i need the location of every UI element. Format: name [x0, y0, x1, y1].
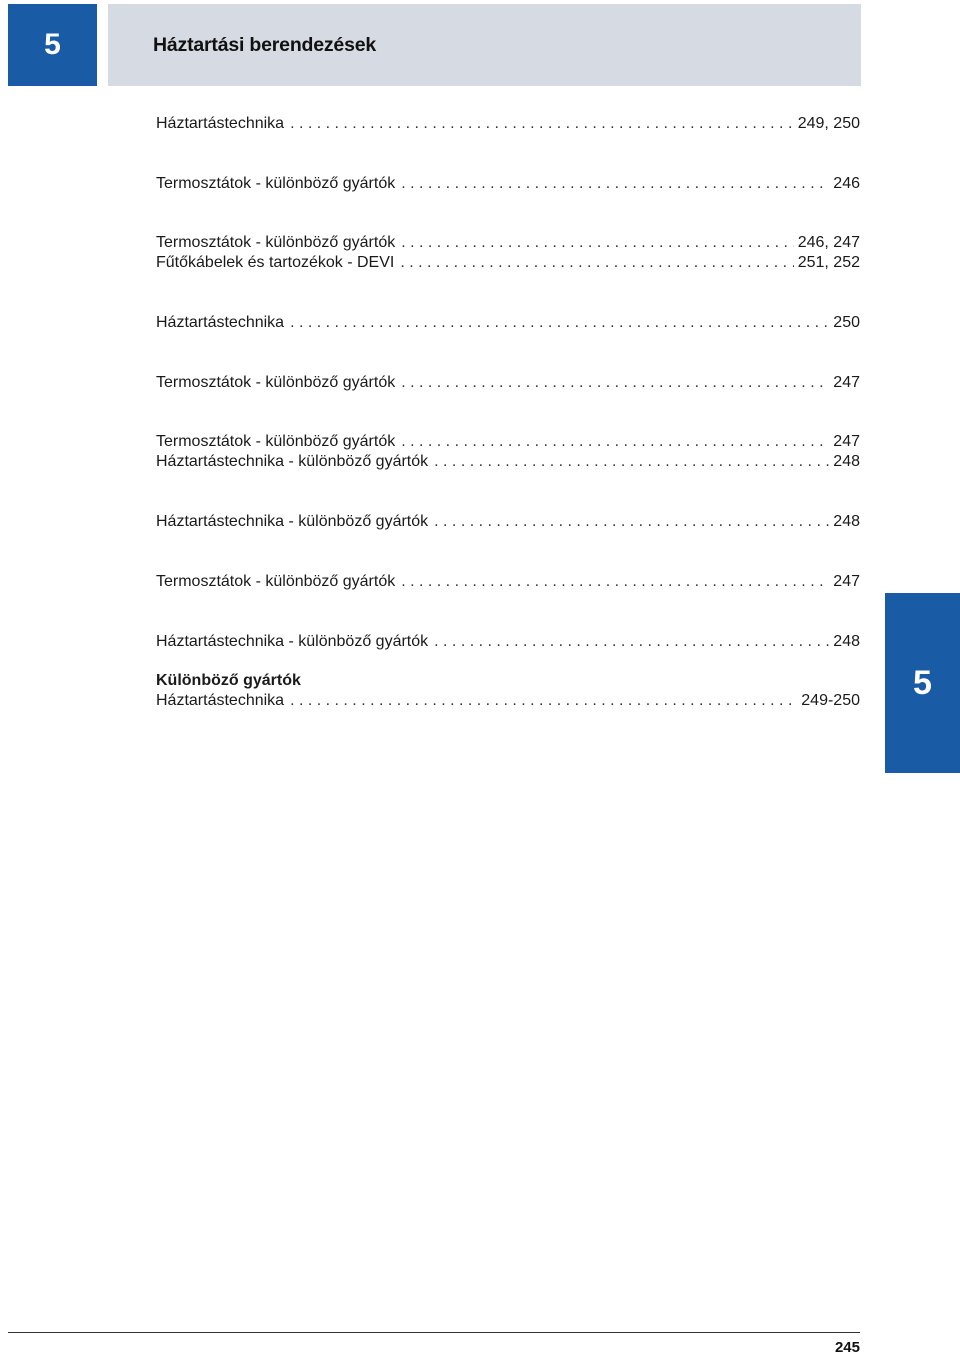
toc-leader-dots: [401, 233, 794, 253]
toc-entry-page: 250: [833, 314, 860, 331]
toc-entry-page: 248: [833, 453, 860, 470]
toc-entry-label: Háztartástechnika: [156, 314, 285, 331]
toc-entry[interactable]: [156, 572, 860, 592]
toc-entry-label: Háztartástechnika - különböző gyártók: [156, 633, 429, 650]
toc-leader-dots: [290, 691, 797, 711]
footer-divider: [8, 1332, 860, 1333]
toc-entry-page: 246, 247: [797, 234, 860, 251]
toc-entry-label: Termosztátok - különböző gyártók: [156, 433, 396, 450]
toc-entry-label: Fűtőkábelek és tartozékok - DEVI: [156, 254, 395, 271]
toc-entry[interactable]: [156, 174, 860, 194]
toc-leader-dots: [434, 512, 829, 532]
toc-leader-dots: [290, 313, 829, 333]
toc-entry[interactable]: [156, 452, 860, 472]
toc-entry-label: Háztartástechnika: [156, 115, 285, 132]
toc-entry[interactable]: [156, 233, 860, 253]
chapter-number-box: [8, 4, 97, 86]
chapter-side-tab: [885, 593, 960, 773]
toc-leader-dots: [401, 572, 829, 592]
toc-entry-page: 246: [833, 175, 860, 192]
toc-leader-dots: [401, 174, 829, 194]
toc-entry-page: 247: [833, 374, 860, 391]
chapter-number: 5: [44, 28, 61, 61]
toc-leader-dots: [401, 432, 829, 452]
toc-entry[interactable]: [156, 632, 860, 652]
toc-entry-page: 247: [833, 433, 860, 450]
side-tab-number: 5: [913, 663, 932, 702]
toc-leader-dots: [401, 373, 829, 393]
toc-entry[interactable]: [156, 114, 860, 134]
toc-entry-label: Háztartástechnika - különböző gyártók: [156, 453, 429, 470]
toc-entry-page: 249, 250: [797, 115, 860, 132]
page-number: 245: [834, 1339, 860, 1356]
toc-entry-label: Háztartástechnika - különböző gyártók: [156, 513, 429, 530]
toc-entry[interactable]: [156, 691, 860, 711]
chapter-title: Háztartási berendezések: [153, 33, 377, 56]
toc-entry[interactable]: [156, 313, 860, 333]
toc-entry[interactable]: [156, 253, 860, 273]
toc-leader-dots: [400, 253, 793, 273]
toc-entry-page: 249-250: [801, 692, 860, 709]
toc-entry-page: 251, 252: [797, 254, 860, 271]
toc-entry-label: Termosztátok - különböző gyártók: [156, 374, 396, 391]
toc-entry-page: 248: [833, 513, 860, 530]
toc-entry-page: 247: [833, 573, 860, 590]
toc-entry-page: 248: [833, 633, 860, 650]
toc-leader-dots: [290, 114, 794, 134]
toc-entry[interactable]: [156, 432, 860, 452]
toc-entry[interactable]: [156, 373, 860, 393]
toc-entry[interactable]: [156, 512, 860, 532]
toc-entry-label: Háztartástechnika: [156, 692, 285, 709]
toc-section-heading: Különböző gyártók: [156, 672, 301, 689]
toc-leader-dots: [434, 632, 829, 652]
toc-entry-label: Termosztátok - különböző gyártók: [156, 234, 396, 251]
toc-entry-label: Termosztátok - különböző gyártók: [156, 573, 396, 590]
toc-entry-label: Termosztátok - különböző gyártók: [156, 175, 396, 192]
chapter-title-bar: [108, 4, 861, 86]
toc-leader-dots: [434, 452, 829, 472]
